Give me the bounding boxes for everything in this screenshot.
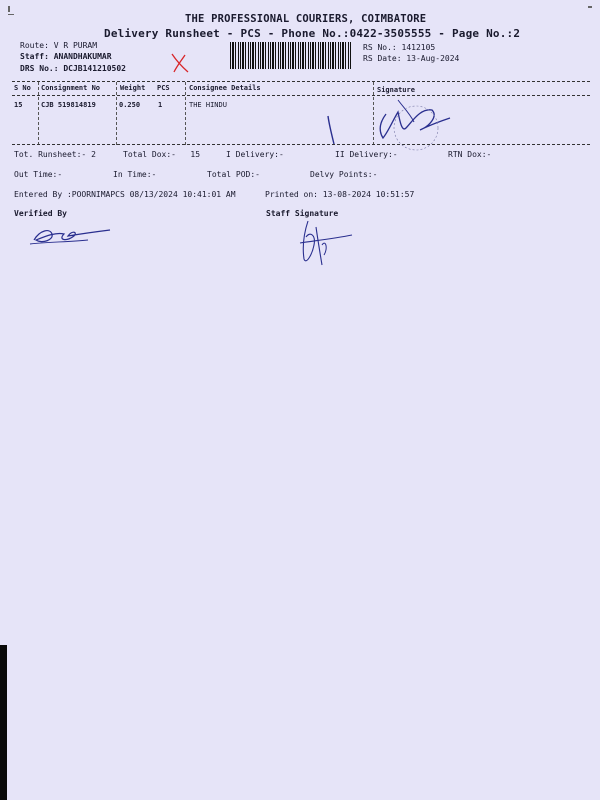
rtn-dox: RTN Dox:- — [448, 150, 492, 159]
col-divider — [116, 82, 117, 145]
receiver-signature — [320, 92, 470, 157]
scan-mark — [8, 14, 14, 15]
document-title: THE PROFESSIONAL COURIERS, COIMBATORE — [185, 13, 427, 25]
in-time: In Time:- — [113, 170, 157, 179]
cell-consignment: CJB 519814819 — [41, 101, 96, 109]
scan-mark — [8, 6, 10, 12]
cell-consignee: THE HINDU — [189, 101, 227, 109]
verified-by-label: Verified By — [14, 209, 67, 218]
i-delivery: I Delivery:- — [226, 150, 284, 159]
col-header-consignment: Consignment No — [41, 84, 101, 92]
staff-signature-label: Staff Signature — [266, 209, 339, 218]
cell-pcs: 1 — [158, 101, 163, 109]
delvy-points: Delvy Points:- — [310, 170, 378, 179]
col-header-pcs: PCS — [157, 84, 170, 92]
rs-number: RS No.: 1412105 — [363, 43, 436, 52]
verifier-signature — [28, 222, 118, 250]
table-top-rule — [12, 81, 590, 82]
printed-on: Printed on: 13-08-2024 10:51:57 — [265, 190, 415, 199]
col-divider — [38, 82, 39, 145]
col-header-signature: Signature — [377, 86, 415, 94]
barcode — [230, 42, 352, 69]
col-divider — [185, 82, 186, 145]
col-header-weight: Weight — [120, 84, 146, 92]
cell-sno: 15 — [14, 101, 23, 109]
col-header-consignee: Consignee Details — [189, 84, 261, 92]
total-pod: Total POD:- — [207, 170, 260, 179]
cell-weight: 0.250 — [119, 101, 141, 109]
red-cross-mark — [168, 52, 192, 74]
ii-delivery: II Delivery:- — [335, 150, 398, 159]
entered-by: Entered By :POORNIMAPCS 08/13/2024 10:41:01 AM — [14, 190, 236, 199]
table-header-rule — [12, 95, 590, 96]
staff-label: Staff: ANANDHAKUMAR — [20, 52, 112, 61]
rs-date: RS Date: 13-Aug-2024 — [363, 54, 460, 63]
document-subtitle: Delivery Runsheet - PCS - Phone No.:0422-3505555 - Page No.:2 — [104, 27, 521, 40]
scan-mark — [588, 6, 592, 8]
table-bottom-rule — [12, 144, 590, 145]
out-time: Out Time:- — [14, 170, 63, 179]
total-dox: Total Dox:- 15 — [123, 150, 201, 159]
col-header-sno: S No — [14, 84, 31, 92]
route-label: Route: V R PURAM — [20, 41, 98, 50]
drs-number: DRS No.: DCJB141210502 — [20, 64, 126, 73]
scan-edge — [0, 645, 7, 800]
staff-signature — [292, 215, 362, 270]
tot-runsheet: Tot. Runsheet:- 2 — [14, 150, 96, 159]
